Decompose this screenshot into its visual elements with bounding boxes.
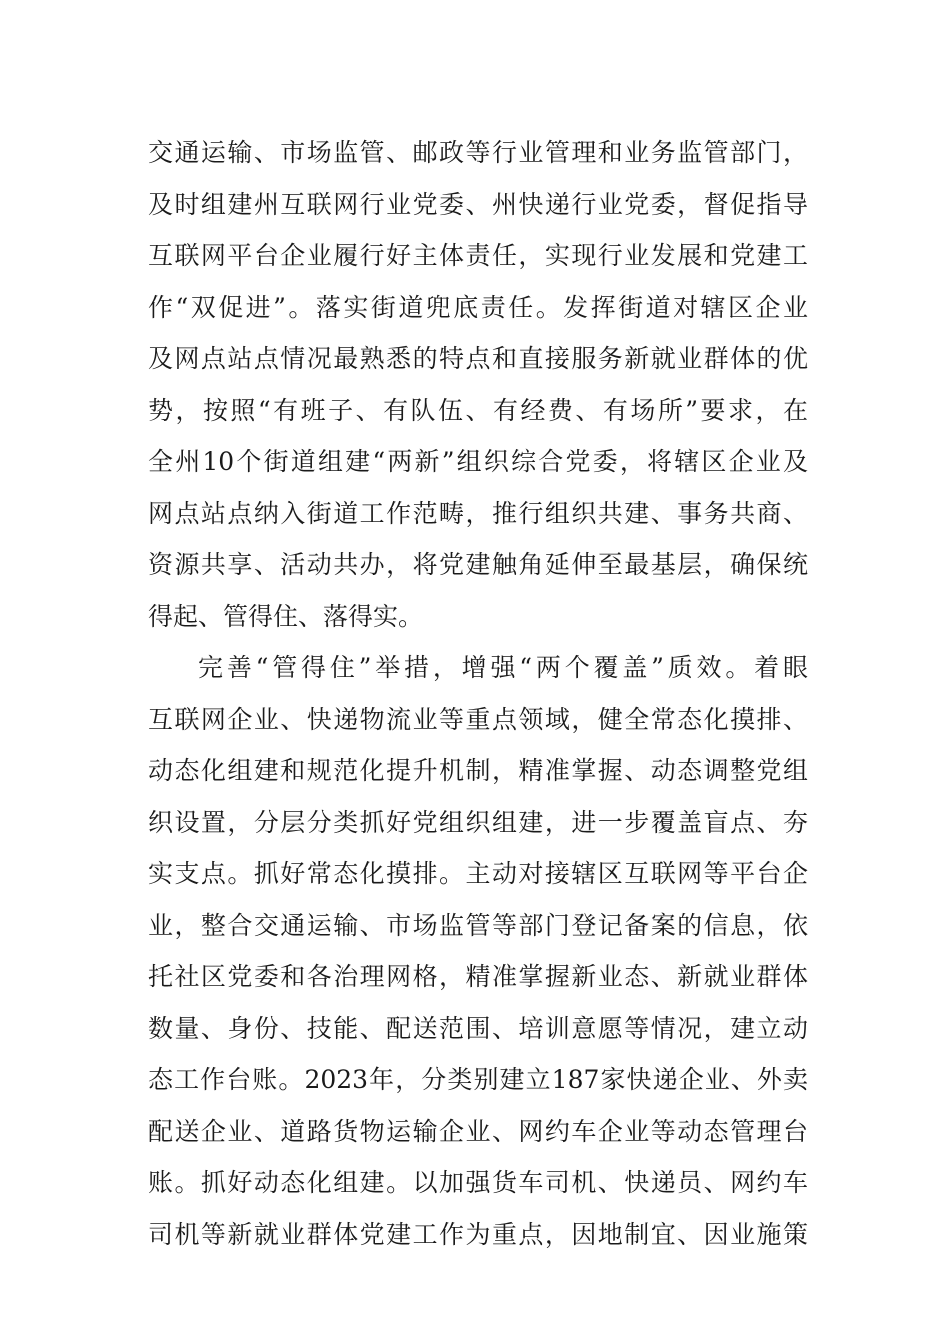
- text-line: 态工作台账。2023年，分类别建立187家快递企业、外卖: [148, 1065, 808, 1094]
- text-line: 配送企业、道路货物运输企业、网约车企业等动态管理台: [148, 1116, 808, 1146]
- text-line: 作“双促进”。落实街道兜底责任。发挥街道对辖区企业: [148, 292, 808, 322]
- text-line: 互联网企业、快递物流业等重点领域，健全常态化摸排、: [148, 704, 808, 734]
- text-line: 资源共享、活动共办，将党建触角延伸至最基层，确保统: [148, 550, 808, 579]
- text-line: 数量、身份、技能、配送范围、培训意愿等情况，建立动: [148, 1013, 808, 1043]
- text-line: 托社区党委和各治理网格，精准掌握新业态、新就业群体: [148, 962, 808, 991]
- text-line: 司机等新就业群体党建工作为重点，因地制宜、因业施策: [148, 1219, 808, 1249]
- text-line: 网点站点纳入街道工作范畴，推行组织共建、事务共商、: [148, 498, 808, 528]
- text-line: 交通运输、市场监管、邮政等行业管理和业务监管部门，: [148, 138, 808, 167]
- text-line: 实支点。抓好常态化摸排。主动对接辖区互联网等平台企: [148, 859, 808, 888]
- paragraph-first-line: 完善“管得住”举措，增强“两个覆盖”质效。着眼: [198, 653, 808, 682]
- body-text: [148, 127, 808, 1260]
- text-line: 势，按照“有班子、有队伍、有经费、有场所”要求，在: [148, 395, 808, 425]
- text-line: 互联网平台企业履行好主体责任，实现行业发展和党建工: [148, 241, 808, 270]
- text-line: 全州10个街道组建“两新”组织综合党委，将辖区企业及: [148, 447, 808, 476]
- text-line: 及时组建州互联网行业党委、州快递行业党委，督促指导: [148, 189, 808, 219]
- text-line: 织设置，分层分类抓好党组织组建，进一步覆盖盲点、夯: [148, 807, 808, 837]
- text-line: 动态化组建和规范化提升机制，精准掌握、动态调整党组: [148, 756, 808, 785]
- text-line: 及网点站点情况最熟悉的特点和直接服务新就业群体的优: [148, 344, 808, 373]
- text-line: 得起、管得住、落得实。: [148, 601, 424, 631]
- text-line: 账。抓好动态化组建。以加强货车司机、快递员、网约车: [148, 1168, 808, 1197]
- text-line: 业，整合交通运输、市场监管等部门登记备案的信息，依: [148, 910, 808, 940]
